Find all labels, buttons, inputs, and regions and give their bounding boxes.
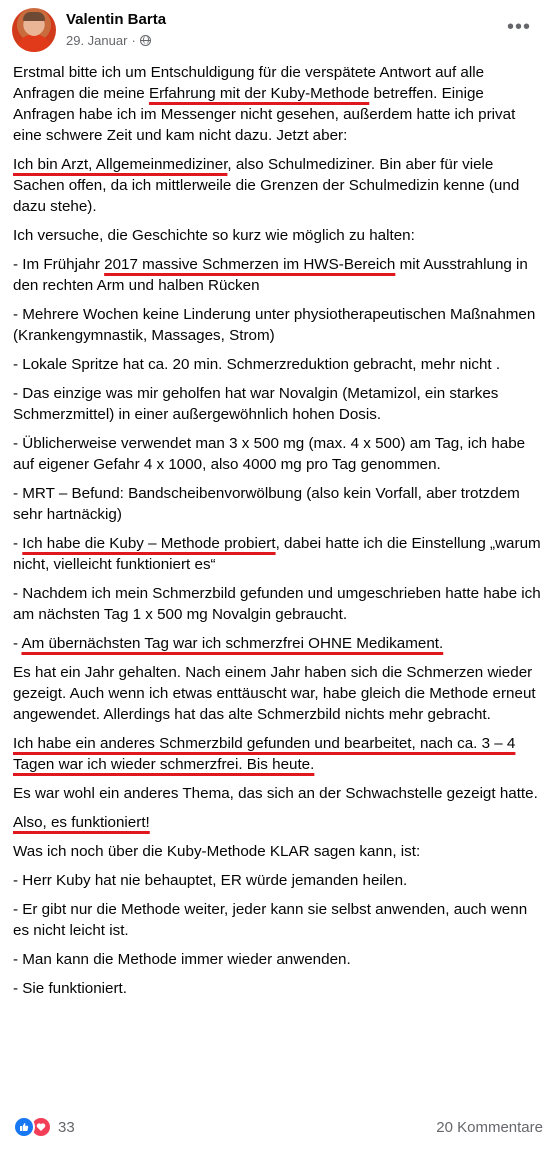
highlighted-text: Ich habe ein anderes Schmerzbild gefunden und bearbeitet, nach ca. 3 – 4 Tagen war ich wieder schmerzfrei. Bis heute. <box>13 735 516 773</box>
post-paragraph <box>13 383 543 425</box>
highlighted-text: Ich bin Arzt, Allgemeinmediziner <box>13 156 228 173</box>
post-paragraph <box>13 812 543 833</box>
text-segment: - Üblicherweise verwendet man 3 x 500 mg (max. 4 x 500) am Tag, ich habe auf eigener Gefahr 4 x 1000, also 4000 mg pro Tag genommen. <box>13 435 526 473</box>
post-paragraph <box>13 870 543 891</box>
post-footer <box>13 1114 543 1140</box>
text-segment: - <box>13 635 22 652</box>
meta-separator: · <box>131 33 136 48</box>
post-paragraph <box>13 225 543 246</box>
highlighted-text: Erfahrung mit der Kuby-Methode <box>148 85 370 102</box>
text-segment: - Mehrere Wochen keine Linderung unter physiotherapeutischen Maßnahmen (Krankengymnastik, Massages, Strom) <box>13 306 536 344</box>
post-paragraph <box>13 899 543 941</box>
post-paragraph <box>13 304 543 346</box>
post-paragraph <box>13 978 543 999</box>
post-paragraph <box>13 154 543 217</box>
post-paragraph <box>13 583 543 625</box>
text-segment: mit Ausstrahlung in den rechten Arm und halben Rücken <box>13 256 528 294</box>
highlighted-text: Am übernächsten Tag war ich schmerzfrei OHNE Medikament. <box>21 635 444 652</box>
text-segment: betreffen. Einige Anfragen habe ich im Messenger nicht gesehen, außerdem hatte ich privat eine schwere Zeit und kam nicht dazu. Jetzt aber: <box>13 85 516 144</box>
highlighted-text: Ich habe die Kuby – Methode probiert <box>22 535 276 552</box>
post-date[interactable]: 29. Januar <box>66 33 128 48</box>
highlighted-text: 2017 massive Schmerzen im HWS-Bereich <box>104 256 396 273</box>
text-segment: Es war wohl ein anderes Thema, das sich an der Schwachstelle gezeigt hatte. <box>13 785 538 802</box>
text-segment: Was ich noch über die Kuby-Methode KLAR sagen kann, ist: <box>13 843 421 860</box>
post-paragraph <box>13 733 543 775</box>
post-meta <box>66 33 151 48</box>
more-options-icon[interactable]: ••• <box>506 16 531 38</box>
reaction-count: 33 <box>58 1118 75 1136</box>
post-paragraph <box>13 533 543 575</box>
text-segment: , dabei hatte ich die Einstellung „warum nicht, vielleicht funktioniert es“ <box>13 535 541 573</box>
post-paragraph <box>13 783 543 804</box>
text-segment: - Das einzige was mir geholfen hat war Novalgin (Metamizol, ein starkes Schmerzmittel) in einer außergewöhnlich hohen Dosis. <box>13 385 499 423</box>
text-segment: - Nachdem ich mein Schmerzbild gefunden und umgeschrieben hatte habe ich am nächsten Tag 1 x 500 mg Novalgin gebraucht. <box>13 585 541 623</box>
post-paragraph <box>13 483 543 525</box>
post-paragraph <box>13 633 543 654</box>
text-segment: - Im Frühjahr <box>13 256 105 273</box>
text-segment: - Sie funktioniert. <box>13 980 127 997</box>
post-paragraph <box>13 841 543 862</box>
text-segment: Ich versuche, die Geschichte so kurz wie möglich zu halten: <box>13 227 415 244</box>
highlighted-text: Also, es funktioniert! <box>13 814 150 831</box>
post-paragraph <box>13 662 543 725</box>
post-body <box>13 62 543 1007</box>
reactions-summary[interactable] <box>13 1116 75 1138</box>
post-paragraph <box>13 254 543 296</box>
post-header <box>12 8 543 56</box>
text-segment: - Er gibt nur die Methode weiter, jeder kann sie selbst anwenden, auch wenn es nicht leicht ist. <box>13 901 528 939</box>
post-paragraph <box>13 354 543 375</box>
globe-icon[interactable] <box>140 35 151 46</box>
comments-count-link[interactable]: 20 Kommentare <box>436 1118 543 1136</box>
text-segment: - Man kann die Methode immer wieder anwenden. <box>13 951 351 968</box>
text-segment: - <box>13 535 23 552</box>
author-name[interactable]: Valentin Barta <box>66 11 167 28</box>
avatar[interactable] <box>12 8 56 52</box>
text-segment: - Lokale Spritze hat ca. 20 min. Schmerzreduktion gebracht, mehr nicht . <box>13 356 501 373</box>
post-paragraph <box>13 433 543 475</box>
post-paragraph <box>13 949 543 970</box>
text-segment: , also Schulmediziner. Bin aber für viele Sachen offen, da ich mittlerweile die Grenzen der Schulmedizin kenne (und dazu stehe). <box>13 156 520 215</box>
post-paragraph <box>13 62 543 146</box>
text-segment: Es hat ein Jahr gehalten. Nach einem Jahr haben sich die Schmerzen wieder gezeigt. Auch wenn ich etwas enttäuscht war, habe gleich die Methode erneut angewendet. Allerdings hat das alte Schmerzbild nichts mehr gebracht. <box>13 664 536 723</box>
like-icon <box>13 1116 35 1138</box>
text-segment: Erstmal bitte ich um Entschuldigung für die verspätete Antwort auf alle Anfragen die meine <box>13 64 485 102</box>
text-segment: - Herr Kuby hat nie behauptet, ER würde jemanden heilen. <box>13 872 408 889</box>
text-segment: - MRT – Befund: Bandscheibenvorwölbung (also kein Vorfall, aber trotzdem sehr hartnäckig) <box>13 485 520 523</box>
